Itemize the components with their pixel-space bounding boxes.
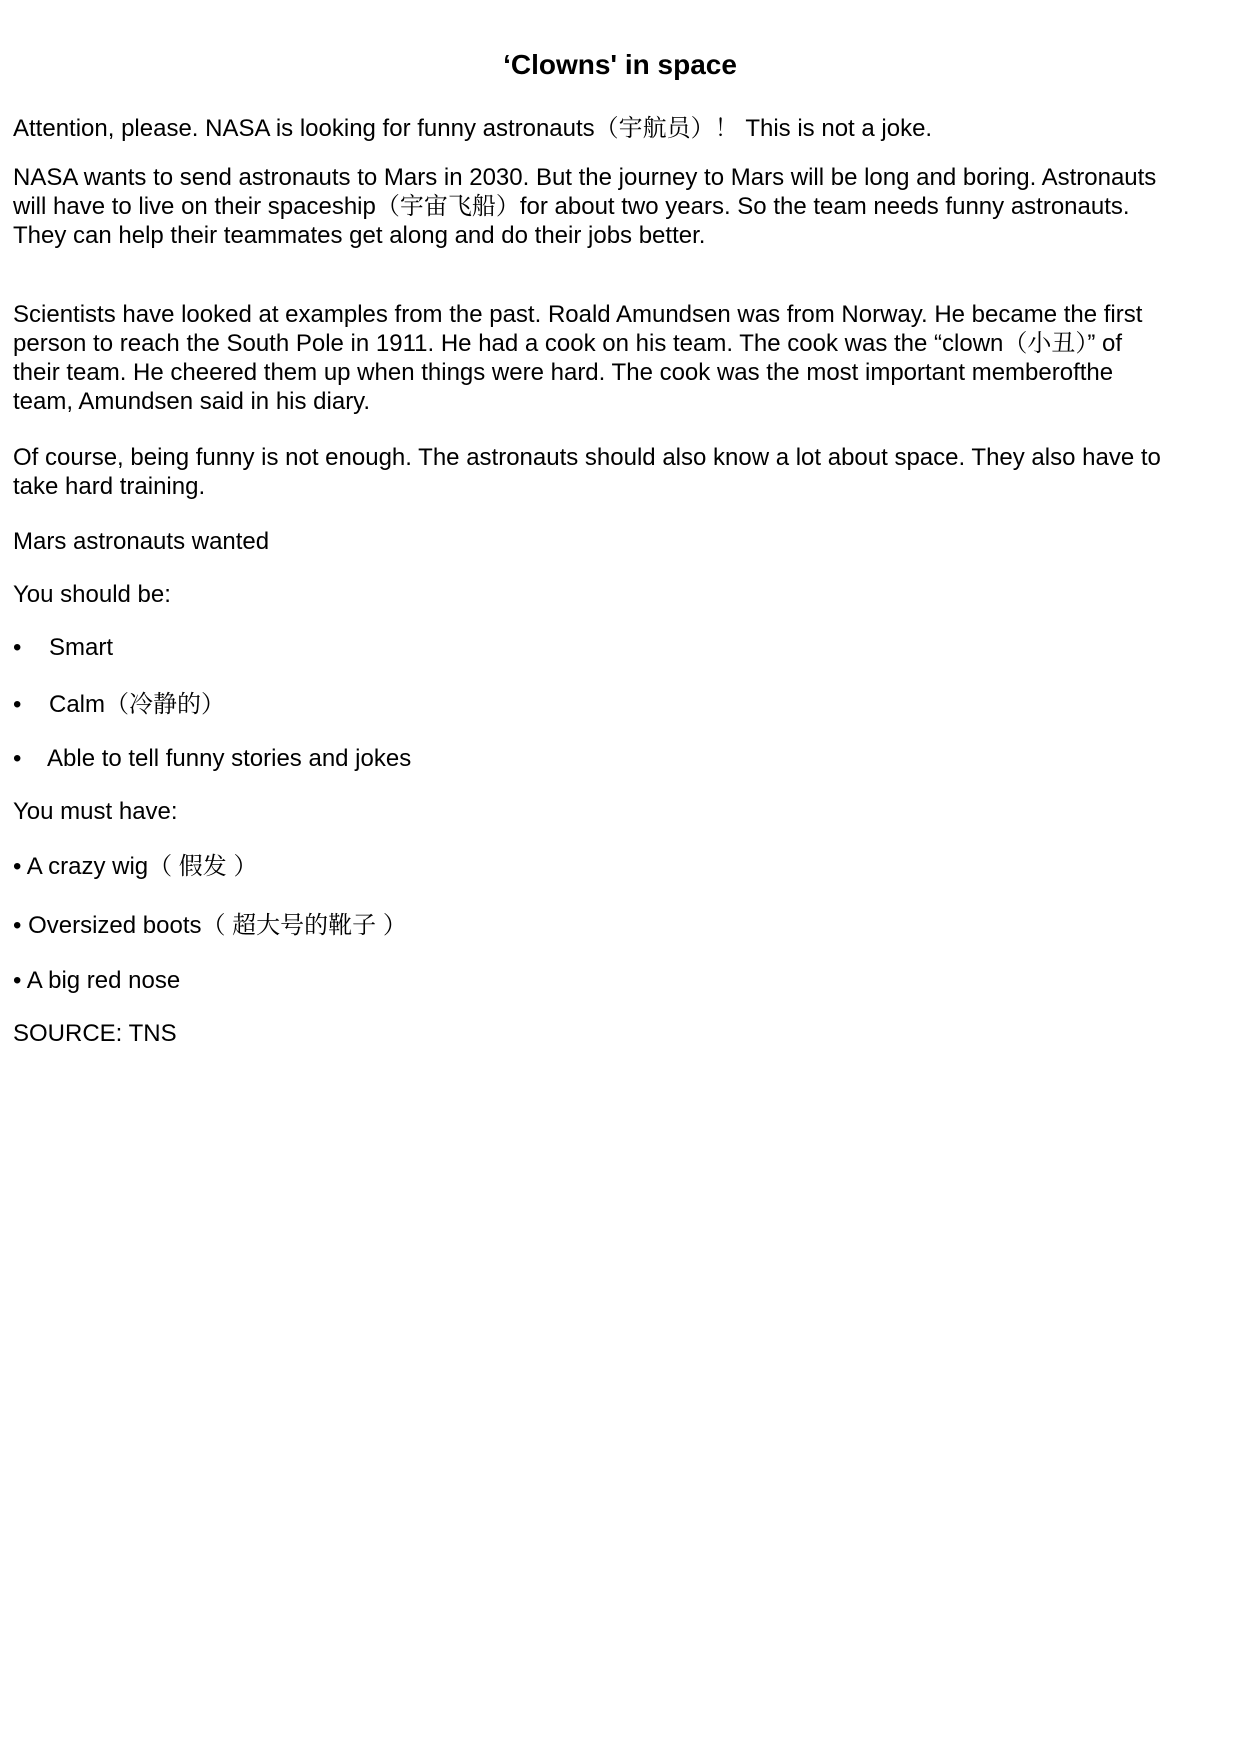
paragraph-line: Scientists have looked at examples from the past. Roald Amundsen was from Norway. He became the first [13,301,1143,328]
paragraph-line: their team. He cheered them up when things were hard. The cook was the most important memberofthe [13,359,1114,386]
paragraph-intro [13,114,1213,143]
paragraph-line: team, Amundsen said in his diary. [13,388,371,415]
paragraph-line: will have to live on their spaceship（宇宙飞船）for about two years. So the team needs funny astronauts. [13,193,1130,220]
paragraph-mars-journey [13,163,1213,250]
must-have-item: • Oversized boots（ 超大号的靴子 ） [13,912,407,939]
paragraph-line: person to reach the South Pole in 1911. He had a cook on his team. The cook was the “clown（小丑）” of [13,330,1123,357]
paragraph-line: Attention, please. NASA is looking for funny astronauts（宇航员）！ This is not a joke. [13,115,933,142]
paragraph-line: NASA wants to send astronauts to Mars in 2030. But the journey to Mars will be long and boring. Astronauts [13,164,1157,191]
paragraph-line: Of course, being funny is not enough. The astronauts should also know a lot about space. They also have to [13,444,1161,471]
source-credit: SOURCE: TNS [13,1020,177,1047]
paragraph-line: take hard training. [13,473,206,500]
bullet-icon: • [13,634,22,661]
must-have-item: • A big red nose [13,967,181,994]
should-be-item-label: Able to tell funny stories and jokes [47,745,412,772]
should-be-item-label: Calm（冷静的） [49,691,226,718]
ad-heading: Mars astronauts wanted [13,528,270,555]
paragraph-line: They can help their teammates get along and do their jobs better. [13,222,706,249]
paragraph-amundsen [13,300,1213,416]
paragraph-training [13,443,1213,501]
should-be-item-label: Smart [49,634,114,661]
must-have-item: • A crazy wig（ 假发 ） [13,853,258,880]
should-be-heading: You should be: [13,581,171,608]
must-have-heading: You must have: [13,798,178,825]
bullet-icon: • [13,745,22,772]
document-title: ‘Clowns' in space [503,49,737,80]
bullet-icon: • [13,691,22,718]
